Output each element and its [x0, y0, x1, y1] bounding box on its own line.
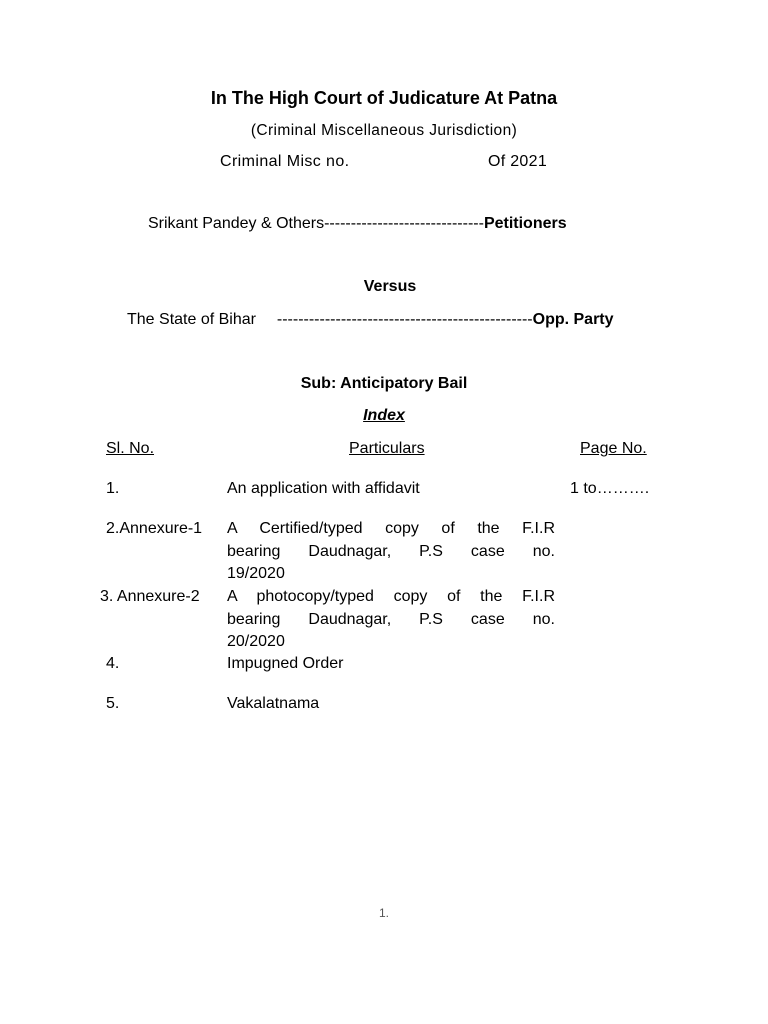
petitioner-role: Petitioners	[483, 215, 567, 232]
jurisdiction-subtitle: (Criminal Miscellaneous Jurisdiction)	[250, 122, 518, 139]
row-sl-no: 1.	[106, 480, 120, 497]
row-sl-no: 2.Annexure-1	[106, 520, 203, 537]
row-page-no: 1 to……….	[570, 480, 650, 497]
case-year: Of 2021	[488, 153, 548, 170]
row-sl-no: 4.	[106, 655, 120, 672]
header-page-no: Page No.	[580, 440, 647, 457]
subject-line: Sub: Anticipatory Bail	[300, 375, 468, 392]
petitioner-name: Srikant Pandey & Others	[148, 215, 325, 232]
index-title: Index	[363, 407, 405, 424]
row-particulars: Vakalatnama	[227, 695, 320, 712]
respondent-role: Opp. Party	[532, 311, 614, 328]
row-sl-no: 5.	[106, 695, 120, 712]
row-particulars: A photocopy/typed copy of the F.I.R bearing Daudnagar, P.S case no. 20/2020	[227, 588, 555, 650]
row-sl-no: 3. Annexure-2	[100, 588, 200, 605]
court-title: In The High Court of Judicature At Patna	[210, 88, 558, 108]
respondent-dashes: ------------------------------------------------	[276, 311, 533, 328]
petitioner-line	[148, 214, 567, 234]
header-particulars: Particulars	[349, 440, 425, 457]
row-particulars: A Certified/typed copy of the F.I.R bearing Daudnagar, P.S case no. 19/2020	[227, 520, 555, 582]
respondent-name: The State of Bihar	[127, 311, 256, 328]
respondent-line	[127, 310, 614, 330]
row-particulars: An application with affidavit	[227, 480, 420, 497]
versus-label: Versus	[363, 278, 417, 295]
header-sl-no: Sl. No.	[106, 440, 155, 457]
case-label: Criminal Misc no.	[220, 153, 350, 170]
row-particulars: Impugned Order	[227, 655, 344, 672]
page-number: 1.	[378, 906, 389, 920]
petitioner-dashes: ------------------------------	[324, 215, 484, 232]
